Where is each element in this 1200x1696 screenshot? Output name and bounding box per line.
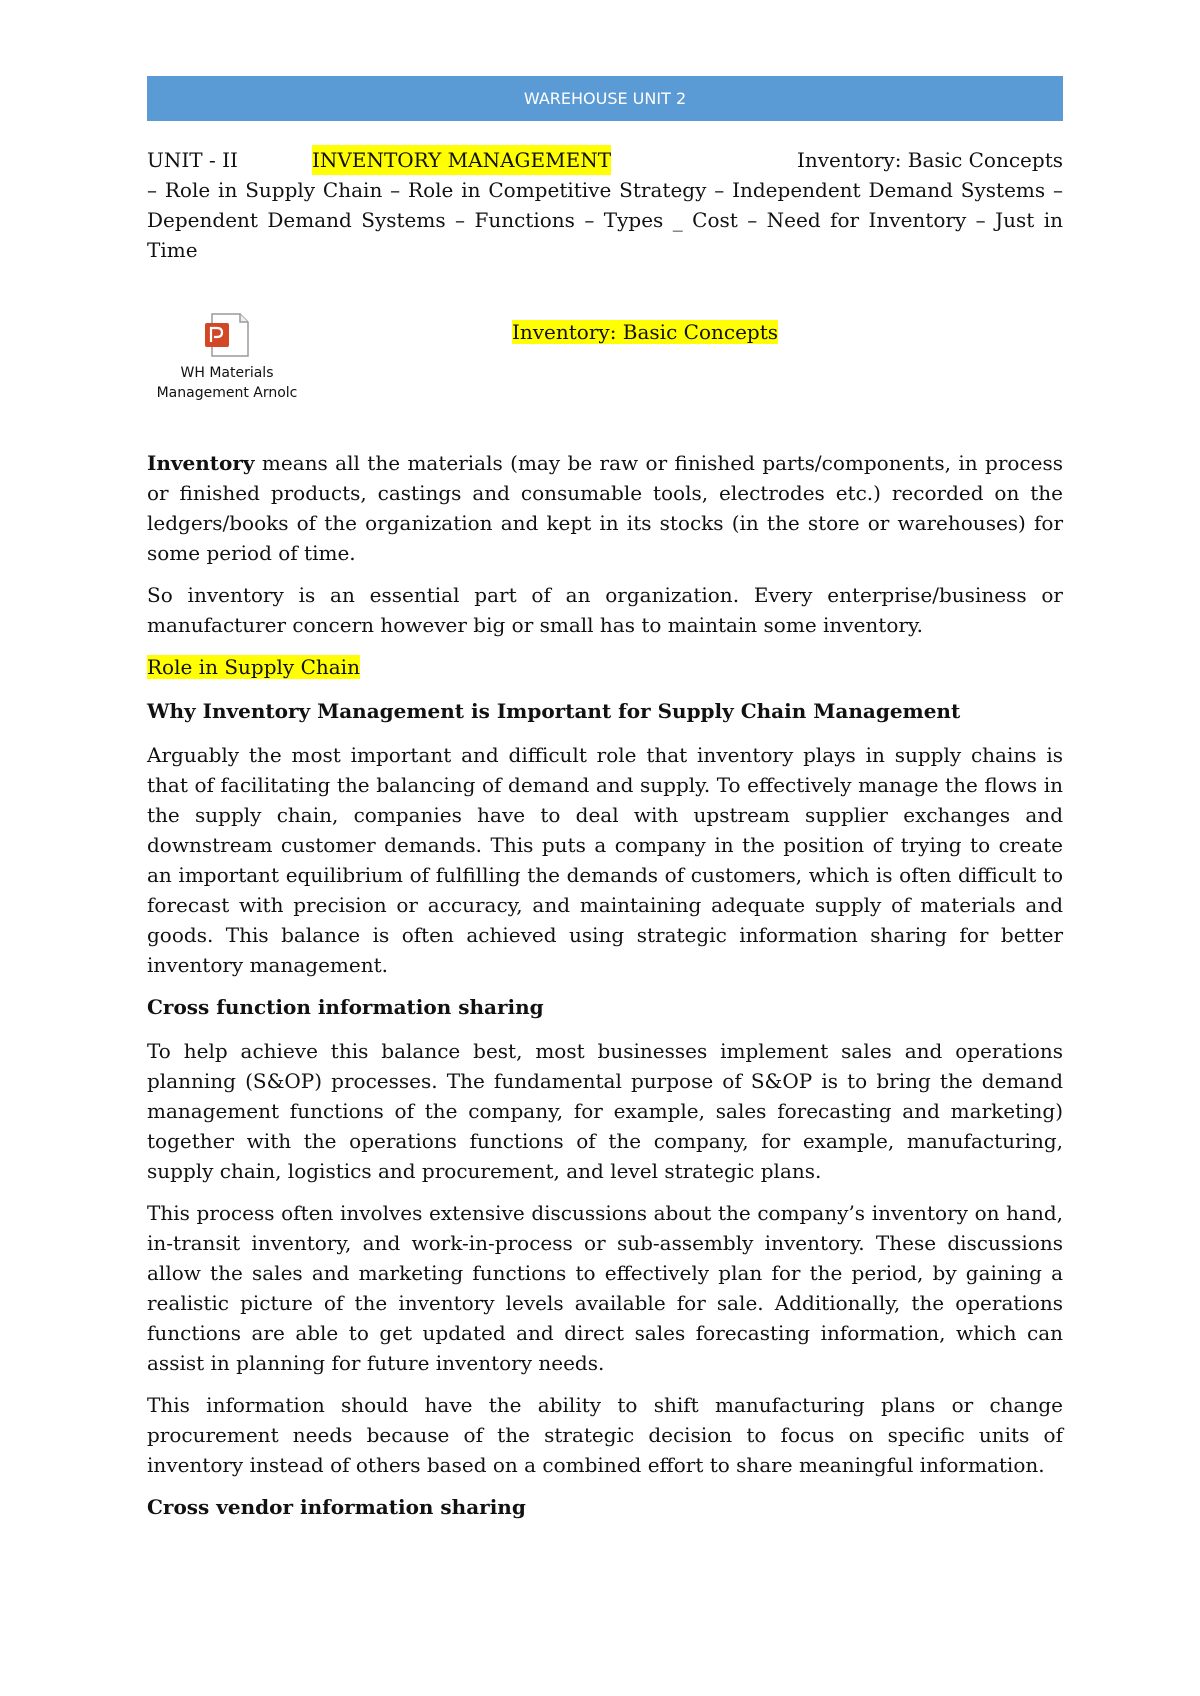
sop-paragraph: To help achieve this balance best, most businesses implement sales and operations planning (S&OP) processes. The fundamental purpose of S&OP is to bring the demand management functions of the company, for example, sales forecasting and marketing) together with the operations functions of the company, for example, manufacturing, supply chain, logistics and procurement, and level strategic plans. — [147, 1039, 1063, 1183]
supply-chain-role-paragraph: Arguably the most important and difficult role that inventory plays in supply chains is that of facilitating the balancing of demand and supply. To effectively manage the flows in the supply chain, companies have to deal with upstream supplier exchanges and downstream customer demands. This puts a company in the position of trying to create an important equilibrium of fulfilling the demands of customers, which is often difficult to forecast with precision or accuracy, and maintaining adequate supply of materials and goods. This balance is often achieved using strategic information sharing for better inventory management. — [147, 743, 1063, 977]
unit-title: INVENTORY MANAGEMENT — [312, 145, 611, 175]
inventory-definition-text: means all the materials (may be raw or finished parts/components, in process or finished products, castings and consumable tools, electrodes etc.) recorded on the ledgers/books of the organization and kept in its stocks (in the store or warehouses) for some period of time. — [147, 451, 1063, 565]
header-title: WAREHOUSE UNIT 2 — [523, 89, 687, 108]
header-bar — [147, 76, 1063, 121]
why-inventory-heading: Why Inventory Management is Important for Supply Chain Management — [147, 699, 961, 723]
topics-first: Inventory: Basic Concepts — [796, 148, 1063, 172]
unit-label: UNIT - II — [147, 148, 238, 172]
document-body — [147, 145, 1063, 1536]
role-in-supply-chain-label: Role in Supply Chain — [147, 655, 360, 679]
section-heading-basic-concepts — [147, 317, 1063, 347]
discussions-paragraph: This process often involves extensive discussions about the company’s inventory on hand, in-transit inventory, and work-in-process or sub-assembly inventory. These discussions allow the sales and marketing functions to effectively plan for the period, by gaining a realistic picture of the inventory levels available for sale. Additionally, the operations functions are able to get updated and direct sales forecasting information, which can assist in planning for future inventory needs. — [147, 1201, 1063, 1375]
attachment-name-line2: Management Arnolc — [156, 385, 298, 401]
basic-concepts-heading: Inventory: Basic Concepts — [511, 320, 779, 344]
inventory-term: Inventory — [147, 451, 255, 475]
cross-vendor-heading: Cross vendor information sharing — [147, 1495, 526, 1519]
unit-line — [147, 145, 1063, 175]
cross-function-heading: Cross function information sharing — [147, 995, 544, 1019]
inventory-definition-paragraph — [147, 448, 1063, 568]
inventory-essential-paragraph: So inventory is an essential part of an organization. Every enterprise/business or manufacturer concern however big or small has to maintain some inventory. — [147, 583, 1063, 637]
information-shift-paragraph: This information should have the ability to shift manufacturing plans or change procurement needs because of the strategic decision to focus on specific units of inventory instead of others based on a combined effort to share meaningful information. — [147, 1393, 1063, 1477]
attachment-row — [147, 313, 1063, 448]
role-in-supply-chain-heading — [147, 652, 1063, 682]
attachment-name-line1: WH Materials — [180, 365, 274, 381]
topic-list: – Role in Supply Chain – Role in Competitive Strategy – Independent Demand Systems – Dependent Demand Systems – Functions – Types _ Cost – Need for Inventory – Just in Time — [147, 178, 1063, 262]
